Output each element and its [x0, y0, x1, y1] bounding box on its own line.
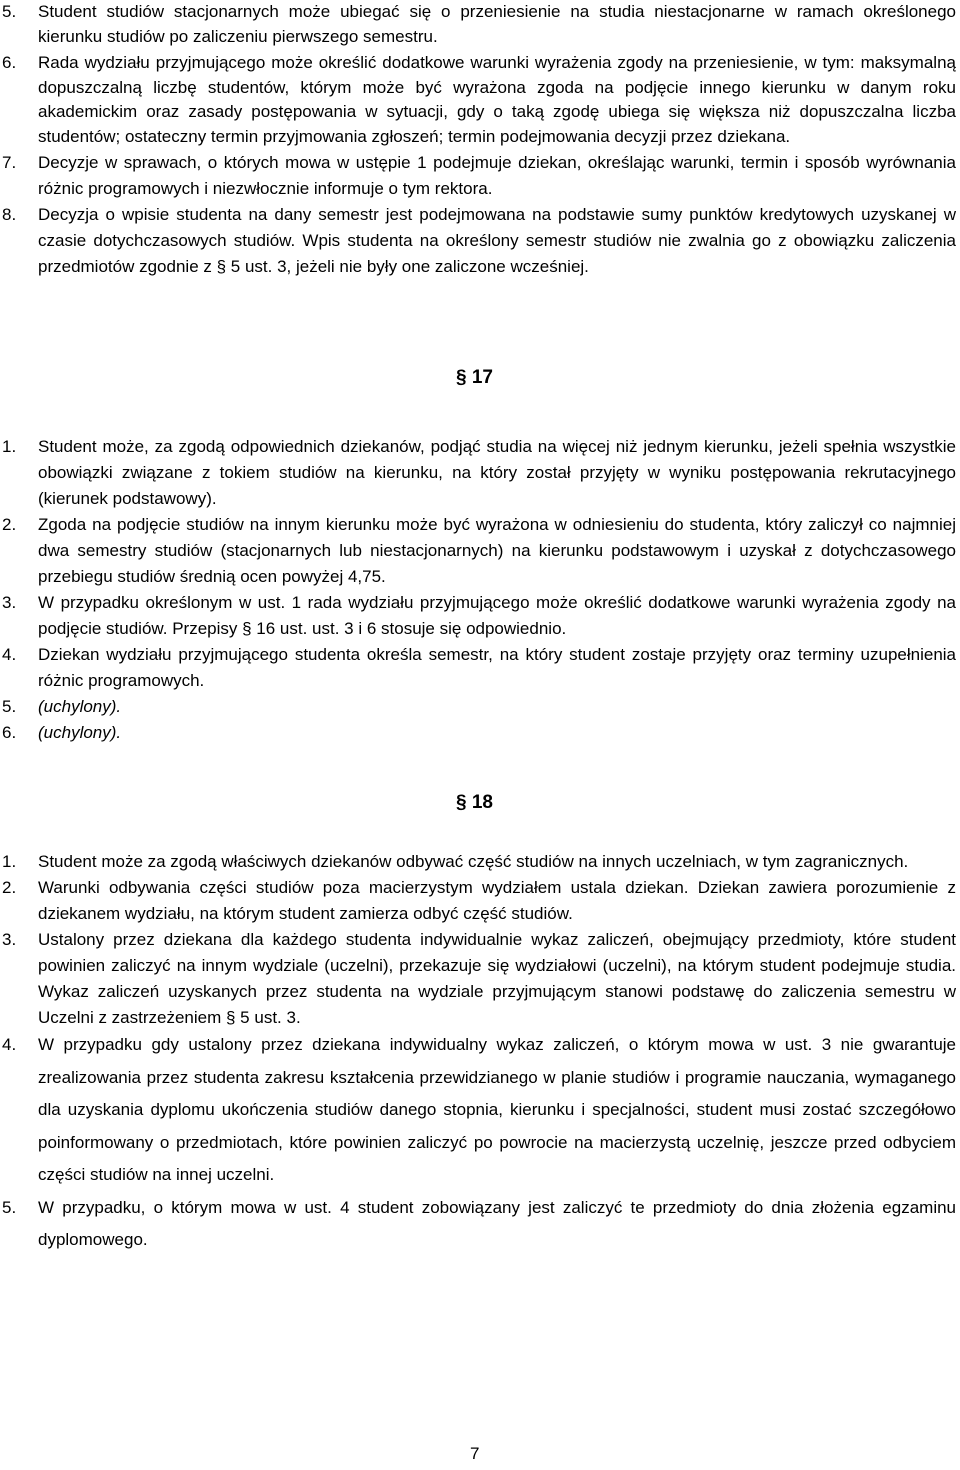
paragraph-list-17 [0, 434, 960, 746]
item-number: 6. [2, 53, 17, 72]
item-text: (uchylony). [38, 697, 122, 716]
list-item [0, 512, 960, 590]
list-item [0, 150, 960, 202]
item-text: Student może, za zgodą odpowiednich dziekanów, podjąć studia na więcej niż jednym kierunku, jeżeli spełnia wszystkie obowiązki związane z tokiem studiów na kierunku, na który został przyjęty w wyniku postępowania rekrutacyjnego (kierunek podstawowy). [38, 437, 956, 508]
list-item [0, 849, 960, 875]
item-number: 1. [2, 852, 17, 871]
item-number: 7. [2, 153, 17, 172]
list-item [0, 642, 960, 694]
item-text: W przypadku określonym w ust. 1 rada wydziału przyjmującego może określić dodatkowe warunki wyrażenia zgody na podjęcie studiów. Przepisy § 16 ust. ust. 3 i 6 stosuje się odpowiednio. [38, 593, 956, 638]
item-number: 2. [2, 878, 17, 897]
item-number: 8. [2, 205, 17, 224]
item-text: Student może za zgodą właściwych dziekanów odbywać część studiów na innych uczelniach, w tym zagranicznych. [38, 852, 909, 871]
list-item [0, 720, 960, 746]
list-item [0, 1192, 960, 1257]
item-number: 4. [2, 1035, 17, 1054]
item-text: (uchylony). [38, 723, 122, 742]
item-text: Decyzje w sprawach, o których mowa w ustępie 1 podejmuje dziekan, określając warunki, termin i sposób wyrównania różnic programowych i niezwłocznie informuje o tym rektora. [38, 153, 956, 198]
item-text: Dziekan wydziału przyjmującego studenta określa semestr, na który student zostaje przyjęty oraz terminy uzupełnienia różnic programowych. [38, 645, 956, 690]
list-item [0, 434, 960, 512]
item-text: W przypadku gdy ustalony przez dziekana indywidualny wykaz zaliczeń, o którym mowa w ust. 3 nie gwarantuje zrealizowania przez studenta zakresu kształcenia przewidzianego w planie studiów i programie nauczania, wymaganego dla uzyskania dyplomu ukończenia studiów danego stopnia, kierunku i specjalności, student musi zostać szczegółowo poinformowany o przedmiotach, które powinien zaliczyć po powrocie na macierzystą uczelnię, jeszcze przed odbyciem części studiów na innej uczelni. [38, 1035, 956, 1184]
page-number: 7 [470, 1444, 480, 1463]
item-number: 5. [2, 697, 17, 716]
item-text: Student studiów stacjonarnych może ubiegać się o przeniesienie na studia niestacjonarne w ramach określonego kierunku studiów po zaliczeniu pierwszego semestru. [38, 2, 956, 46]
list-item [0, 875, 960, 927]
item-number: 1. [2, 437, 17, 456]
list-item [0, 694, 960, 720]
item-text: W przypadku, o którym mowa w ust. 4 student zobowiązany jest zaliczyć te przedmioty do dnia złożenia egzaminu dyplomowego. [38, 1197, 956, 1249]
item-number: 4. [2, 645, 17, 664]
list-item [0, 590, 960, 642]
list-item [0, 0, 960, 49]
item-number: 2. [2, 515, 17, 534]
list-item [0, 1029, 960, 1192]
section-heading-17: § 17 [456, 367, 493, 388]
item-text: Warunki odbywania części studiów poza macierzystym wydziałem ustala dziekan. Dziekan zawiera porozumienie z dziekanem wydziału, na którym student zamierza odbyć część studiów. [38, 878, 956, 923]
list-item [0, 51, 960, 149]
item-text: Decyzja o wpisie studenta na dany semestr jest podejmowana na podstawie sumy punktów kredytowych uzyskanej w czasie dotychczasowych studiów. Wpis studenta na określony semestr studiów nie zwalnia go z obowiązku zaliczenia przedmiotów zgodnie z § 5 ust. 3, jeżeli nie były one zaliczone wcześniej. [38, 205, 956, 276]
item-text: Rada wydziału przyjmującego może określić dodatkowe warunki wyrażenia zgody na przeniesienie, w tym: maksymalną dopuszczalną liczbę studentów, którym może być wyrażona zgoda na podjęcie innego kierunku w danym roku akademickim oraz zasady postępowania w sytuacji, gdy o taką zgodę ubiega się większa niż dopuszczalna liczba studentów; ostateczny termin przyjmowania zgłoszeń; termin podejmowania decyzji przez dziekana. [38, 53, 956, 146]
list-item [0, 927, 960, 1031]
paragraph-list-18 [0, 849, 960, 1257]
paragraph-list-previous [0, 0, 960, 280]
item-number: 3. [2, 593, 17, 612]
item-number: 6. [2, 723, 17, 742]
item-text: Zgoda na podjęcie studiów na innym kierunku może być wyrażona w odniesieniu do studenta, który zaliczył co najmniej dwa semestry studiów (stacjonarnych lub niestacjonarnych) na kierunku podstawowym i uzyskał z dotychczasowego przebiegu studiów średnią ocen powyżej 4,75. [38, 515, 956, 586]
section-heading-18: § 18 [456, 792, 493, 813]
list-item [0, 202, 960, 280]
item-number: 3. [2, 930, 17, 949]
item-text: Ustalony przez dziekana dla każdego studenta indywidualnie wykaz zaliczeń, obejmujący przedmioty, które student powinien zaliczyć na innym wydziale (uczelni), przekazuje się wydziałowi (uczelni), na którym student podejmuje studia. Wykaz zaliczeń uzyskanych przez studenta na wydziale przyjmującym stanowi podstawę do zaliczenia semestru w Uczelni z zastrzeżeniem § 5 ust. 3. [38, 930, 956, 1027]
item-number: 5. [2, 1197, 17, 1217]
item-number: 5. [2, 2, 17, 21]
